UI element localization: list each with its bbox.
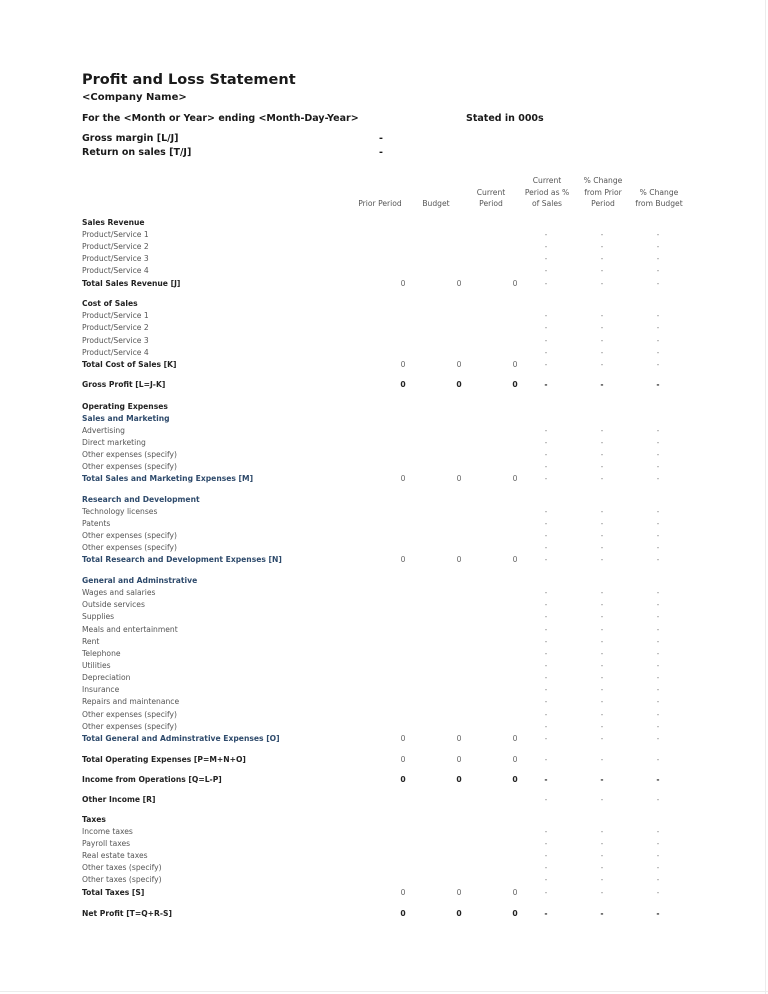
cell-pct-of-sales[interactable]: - — [544, 734, 548, 743]
cell-pct-of-sales[interactable]: - — [544, 311, 548, 320]
cell-pct-of-sales[interactable]: - — [544, 279, 548, 288]
cell-pct-change-prior[interactable]: - — [600, 254, 604, 263]
cell-prior-period[interactable]: 0 — [400, 775, 406, 784]
cell-pct-of-sales[interactable]: - — [544, 755, 548, 764]
cell-pct-change-budget[interactable]: - — [656, 426, 660, 435]
cell-current-period[interactable]: 0 — [512, 755, 518, 764]
row-label: Rent — [82, 637, 100, 646]
cell-current-period[interactable]: 0 — [512, 360, 518, 369]
row-label: Product/Service 1 — [82, 230, 149, 239]
cell-pct-change-prior[interactable]: - — [600, 323, 604, 332]
row-label: Other expenses (specify) — [82, 543, 178, 552]
table-row — [0, 438, 768, 450]
cell-budget[interactable]: 0 — [456, 360, 462, 369]
table-row — [0, 863, 768, 875]
cell-pct-of-sales[interactable]: - — [544, 507, 548, 516]
cell-pct-change-prior[interactable]: - — [600, 380, 604, 389]
cell-prior-period[interactable]: 0 — [400, 888, 406, 897]
cell-pct-of-sales[interactable]: - — [544, 795, 548, 804]
cell-pct-change-budget[interactable]: - — [656, 661, 660, 670]
cell-pct-of-sales[interactable]: - — [544, 348, 548, 357]
column-header-line: % Change — [639, 187, 679, 197]
table-row — [0, 710, 768, 722]
row-label: Product/Service 4 — [82, 266, 149, 275]
cell-pct-change-budget[interactable]: - — [656, 697, 660, 706]
table-row — [0, 697, 768, 709]
cell-pct-of-sales[interactable]: - — [544, 254, 548, 263]
cell-pct-change-prior[interactable]: - — [600, 507, 604, 516]
cell-pct-of-sales[interactable]: - — [544, 426, 548, 435]
cell-pct-change-budget[interactable]: - — [656, 242, 660, 251]
cell-pct-change-prior[interactable]: - — [600, 474, 604, 483]
cell-pct-change-budget[interactable]: - — [656, 348, 660, 357]
table-row — [0, 612, 768, 624]
cell-pct-change-budget[interactable]: - — [656, 827, 660, 836]
row-label: Payroll taxes — [82, 839, 131, 848]
row-label: Product/Service 4 — [82, 348, 149, 357]
cell-pct-change-prior[interactable]: - — [600, 242, 604, 251]
row-label: Other taxes (specify) — [82, 863, 162, 872]
table-row — [0, 839, 768, 851]
cell-pct-change-prior[interactable]: - — [600, 795, 604, 804]
table-row — [0, 519, 768, 531]
cell-pct-change-budget[interactable]: - — [656, 507, 660, 516]
cell-pct-change-budget[interactable]: - — [656, 336, 660, 345]
row-label: Other expenses (specify) — [82, 722, 178, 731]
page-title: Profit and Loss Statement — [82, 72, 296, 88]
cell-pct-change-budget[interactable]: - — [656, 888, 660, 897]
cell-pct-change-prior[interactable]: - — [600, 279, 604, 288]
table-row — [0, 507, 768, 519]
cell-pct-change-budget[interactable]: - — [656, 612, 660, 621]
cell-pct-change-budget[interactable]: - — [656, 438, 660, 447]
row-label: Cost of Sales — [82, 299, 138, 308]
row-label: Total Taxes [S] — [82, 888, 145, 897]
row-label: Total Operating Expenses [P=M+N+O] — [82, 755, 246, 764]
row-label: Total Research and Development Expenses [N] — [82, 555, 282, 564]
cell-pct-change-prior[interactable]: - — [600, 875, 604, 884]
table-row — [0, 734, 768, 746]
row-label: Meals and entertainment — [82, 625, 178, 634]
cell-pct-change-prior[interactable]: - — [600, 734, 604, 743]
cell-pct-change-prior[interactable]: - — [600, 588, 604, 597]
row-label: Supplies — [82, 612, 115, 621]
table-row — [0, 299, 768, 311]
cell-pct-of-sales[interactable]: - — [544, 625, 548, 634]
cell-pct-change-budget[interactable]: - — [656, 543, 660, 552]
cell-current-period[interactable]: 0 — [512, 474, 518, 483]
table-row — [0, 888, 768, 900]
cell-pct-of-sales[interactable]: - — [544, 839, 548, 848]
cell-pct-change-prior[interactable]: - — [600, 863, 604, 872]
cell-budget[interactable]: 0 — [456, 474, 462, 483]
table-row — [0, 426, 768, 438]
cell-budget[interactable]: 0 — [456, 734, 462, 743]
column-header-line: Period as % — [524, 187, 570, 197]
table-row — [0, 673, 768, 685]
table-row — [0, 336, 768, 348]
cell-pct-change-prior[interactable]: - — [600, 600, 604, 609]
cell-pct-change-budget[interactable]: - — [656, 734, 660, 743]
cell-pct-of-sales[interactable]: - — [544, 637, 548, 646]
cell-budget[interactable]: 0 — [456, 555, 462, 564]
table-row — [0, 380, 768, 392]
cell-pct-change-budget[interactable]: - — [656, 450, 660, 459]
cell-pct-change-prior[interactable]: - — [600, 360, 604, 369]
cell-prior-period[interactable]: 0 — [400, 909, 406, 918]
cell-pct-change-budget[interactable]: - — [656, 710, 660, 719]
cell-prior-period[interactable]: 0 — [400, 380, 406, 389]
row-label: Product/Service 3 — [82, 336, 149, 345]
cell-pct-change-budget[interactable]: - — [656, 323, 660, 332]
cell-pct-change-prior[interactable]: - — [600, 348, 604, 357]
cell-pct-of-sales[interactable]: - — [544, 242, 548, 251]
cell-current-period[interactable]: 0 — [512, 888, 518, 897]
cell-pct-change-prior[interactable]: - — [600, 710, 604, 719]
table-row — [0, 649, 768, 661]
cell-budget[interactable]: 0 — [456, 775, 462, 784]
cell-pct-of-sales[interactable]: - — [544, 685, 548, 694]
table-row — [0, 474, 768, 486]
row-label: General and Adminstrative — [82, 576, 198, 585]
table-row — [0, 450, 768, 462]
table-row — [0, 637, 768, 649]
cell-pct-change-budget[interactable]: - — [656, 519, 660, 528]
cell-pct-change-budget[interactable]: - — [656, 755, 660, 764]
cell-pct-of-sales[interactable]: - — [544, 722, 548, 731]
cell-prior-period[interactable]: 0 — [400, 555, 406, 564]
cell-pct-change-prior[interactable]: - — [600, 612, 604, 621]
cell-pct-of-sales[interactable]: - — [544, 888, 548, 897]
column-header-line: Current — [532, 176, 562, 186]
cell-pct-of-sales[interactable]: - — [544, 661, 548, 670]
cell-pct-of-sales[interactable]: - — [544, 360, 548, 369]
row-label: Product/Service 3 — [82, 254, 149, 263]
row-label: Repairs and maintenance — [82, 697, 180, 706]
cell-pct-of-sales[interactable]: - — [544, 519, 548, 528]
cell-budget[interactable]: 0 — [456, 755, 462, 764]
company-name: <Company Name> — [82, 92, 187, 103]
row-label: Other taxes (specify) — [82, 875, 162, 884]
row-label: Income taxes — [82, 827, 133, 836]
table-row — [0, 495, 768, 507]
row-label: Gross Profit [L=J-K] — [82, 380, 166, 389]
row-label: Other Income [R] — [82, 795, 156, 804]
table-row — [0, 775, 768, 787]
row-label: Advertising — [82, 426, 125, 435]
table-row — [0, 323, 768, 335]
cell-current-period[interactable]: 0 — [512, 909, 518, 918]
cell-pct-change-budget[interactable]: - — [656, 649, 660, 658]
cell-pct-change-budget[interactable]: - — [656, 380, 660, 389]
cell-pct-change-budget[interactable]: - — [656, 851, 660, 860]
table-row — [0, 311, 768, 323]
row-label: Total Cost of Sales [K] — [82, 360, 177, 369]
table-row — [0, 414, 768, 426]
row-label: Product/Service 1 — [82, 311, 149, 320]
row-label: Product/Service 2 — [82, 242, 149, 251]
row-label: Outside services — [82, 600, 145, 609]
row-label: Real estate taxes — [82, 851, 148, 860]
table-row — [0, 348, 768, 360]
column-header-line: Current — [476, 187, 506, 197]
column-header-line: Budget — [422, 199, 450, 208]
table-row — [0, 402, 768, 414]
cell-pct-of-sales[interactable]: - — [544, 851, 548, 860]
cell-pct-change-prior[interactable]: - — [600, 555, 604, 564]
table-row — [0, 266, 768, 278]
cell-prior-period[interactable]: 0 — [400, 755, 406, 764]
column-header-line: % Change — [583, 176, 623, 186]
cell-pct-of-sales[interactable]: - — [544, 266, 548, 275]
row-label: Sales and Marketing — [82, 414, 170, 423]
row-label: Other expenses (specify) — [82, 531, 178, 540]
cell-pct-of-sales[interactable]: - — [544, 230, 548, 239]
column-header-line: from Prior — [584, 187, 622, 197]
cell-pct-change-prior[interactable]: - — [600, 637, 604, 646]
row-label: Sales Revenue — [82, 218, 145, 227]
cell-current-period[interactable]: 0 — [512, 555, 518, 564]
page-edge-bottom — [0, 991, 768, 992]
cell-pct-change-prior[interactable]: - — [600, 531, 604, 540]
cell-pct-change-prior[interactable]: - — [600, 462, 604, 471]
cell-pct-change-prior[interactable]: - — [600, 311, 604, 320]
stated-units: Stated in 000s — [466, 113, 544, 124]
table-row — [0, 755, 768, 767]
cell-pct-of-sales[interactable]: - — [544, 875, 548, 884]
row-label: Patents — [82, 519, 111, 528]
column-header-pct-change-budget — [624, 187, 694, 210]
column-header-line: of Sales — [532, 198, 562, 208]
cell-pct-change-prior[interactable]: - — [600, 673, 604, 682]
cell-budget[interactable]: 0 — [456, 380, 462, 389]
cell-pct-change-budget[interactable]: - — [656, 230, 660, 239]
table-row — [0, 360, 768, 372]
cell-pct-change-budget[interactable]: - — [656, 588, 660, 597]
row-label: Wages and salaries — [82, 588, 156, 597]
cell-pct-of-sales[interactable]: - — [544, 450, 548, 459]
cell-pct-of-sales[interactable]: - — [544, 710, 548, 719]
cell-pct-change-budget[interactable]: - — [656, 462, 660, 471]
cell-pct-of-sales[interactable]: - — [544, 600, 548, 609]
cell-pct-change-budget[interactable]: - — [656, 722, 660, 731]
table-row — [0, 851, 768, 863]
gross-margin-value: - — [379, 133, 383, 144]
row-label: Other expenses (specify) — [82, 710, 178, 719]
cell-pct-change-prior[interactable]: - — [600, 426, 604, 435]
cell-pct-change-prior[interactable]: - — [600, 839, 604, 848]
cell-pct-of-sales[interactable]: - — [544, 588, 548, 597]
cell-pct-change-prior[interactable]: - — [600, 336, 604, 345]
column-header-line: Period — [591, 198, 615, 208]
row-label: Total General and Adminstrative Expenses [O] — [82, 734, 280, 743]
table-row — [0, 795, 768, 807]
row-label: Operating Expenses — [82, 402, 168, 411]
row-label: Product/Service 2 — [82, 323, 149, 332]
row-label: Other expenses (specify) — [82, 462, 178, 471]
cell-pct-change-prior[interactable]: - — [600, 661, 604, 670]
column-header-line: Prior Period — [358, 199, 402, 208]
cell-pct-change-prior[interactable]: - — [600, 775, 604, 784]
cell-pct-change-budget[interactable]: - — [656, 254, 660, 263]
cell-pct-change-prior[interactable]: - — [600, 230, 604, 239]
cell-pct-change-budget[interactable]: - — [656, 474, 660, 483]
cell-pct-change-prior[interactable]: - — [600, 697, 604, 706]
row-label: Other expenses (specify) — [82, 450, 178, 459]
table-row — [0, 685, 768, 697]
cell-pct-of-sales[interactable]: - — [544, 380, 548, 389]
table-row — [0, 625, 768, 637]
cell-pct-change-prior[interactable]: - — [600, 685, 604, 694]
row-label: Insurance — [82, 685, 120, 694]
cell-pct-change-budget[interactable]: - — [656, 531, 660, 540]
row-label: Telephone — [82, 649, 121, 658]
row-label: Total Sales Revenue [J] — [82, 279, 181, 288]
cell-pct-of-sales[interactable]: - — [544, 438, 548, 447]
row-label: Utilities — [82, 661, 111, 670]
row-label: Depreciation — [82, 673, 131, 682]
cell-pct-of-sales[interactable]: - — [544, 775, 548, 784]
cell-pct-change-prior[interactable]: - — [600, 909, 604, 918]
cell-pct-change-budget[interactable]: - — [656, 839, 660, 848]
cell-pct-of-sales[interactable]: - — [544, 336, 548, 345]
row-label: Research and Development — [82, 495, 200, 504]
cell-pct-change-budget[interactable]: - — [656, 360, 660, 369]
table-row — [0, 588, 768, 600]
table-row — [0, 279, 768, 291]
cell-current-period[interactable]: 0 — [512, 775, 518, 784]
cell-pct-change-budget[interactable]: - — [656, 863, 660, 872]
table-row — [0, 218, 768, 230]
cell-current-period[interactable]: 0 — [512, 380, 518, 389]
cell-pct-change-budget[interactable]: - — [656, 625, 660, 634]
cell-pct-change-budget[interactable]: - — [656, 311, 660, 320]
table-row — [0, 909, 768, 921]
cell-budget[interactable]: 0 — [456, 888, 462, 897]
cell-pct-change-budget[interactable]: - — [656, 909, 660, 918]
table-row — [0, 827, 768, 839]
cell-pct-of-sales[interactable]: - — [544, 543, 548, 552]
table-row — [0, 555, 768, 567]
row-label: Income from Operations [Q=L-P] — [82, 775, 222, 784]
cell-pct-change-budget[interactable]: - — [656, 279, 660, 288]
cell-budget[interactable]: 0 — [456, 279, 462, 288]
table-row — [0, 230, 768, 242]
cell-pct-change-prior[interactable]: - — [600, 625, 604, 634]
table-row — [0, 600, 768, 612]
cell-pct-change-budget[interactable]: - — [656, 795, 660, 804]
cell-pct-change-budget[interactable]: - — [656, 673, 660, 682]
cell-pct-of-sales[interactable]: - — [544, 612, 548, 621]
cell-pct-of-sales[interactable]: - — [544, 555, 548, 564]
row-label: Technology licenses — [82, 507, 158, 516]
reporting-period: For the <Month or Year> ending <Month-Day-Year> — [82, 113, 359, 124]
cell-pct-of-sales[interactable]: - — [544, 673, 548, 682]
row-label: Net Profit [T=Q+R-S] — [82, 909, 172, 918]
table-row — [0, 543, 768, 555]
gross-margin-label: Gross margin [L/J] — [82, 133, 179, 144]
table-row — [0, 462, 768, 474]
cell-pct-change-prior[interactable]: - — [600, 450, 604, 459]
column-header-line: Period — [479, 198, 503, 208]
cell-pct-of-sales[interactable]: - — [544, 462, 548, 471]
cell-prior-period[interactable]: 0 — [400, 734, 406, 743]
column-header-line: from Budget — [635, 198, 683, 208]
cell-pct-of-sales[interactable]: - — [544, 649, 548, 658]
table-row — [0, 722, 768, 734]
cell-pct-change-prior[interactable]: - — [600, 266, 604, 275]
cell-pct-change-prior[interactable]: - — [600, 519, 604, 528]
cell-pct-of-sales[interactable]: - — [544, 531, 548, 540]
cell-pct-of-sales[interactable]: - — [544, 474, 548, 483]
table-row — [0, 815, 768, 827]
row-label: Total Sales and Marketing Expenses [M] — [82, 474, 254, 483]
cell-pct-change-prior[interactable]: - — [600, 888, 604, 897]
cell-pct-of-sales[interactable]: - — [544, 909, 548, 918]
cell-pct-change-budget[interactable]: - — [656, 600, 660, 609]
cell-prior-period[interactable]: 0 — [400, 279, 406, 288]
cell-prior-period[interactable]: 0 — [400, 360, 406, 369]
table-row — [0, 242, 768, 254]
cell-current-period[interactable]: 0 — [512, 279, 518, 288]
table-row — [0, 661, 768, 673]
cell-pct-change-prior[interactable]: - — [600, 722, 604, 731]
return-on-sales-value: - — [379, 147, 383, 158]
cell-pct-change-budget[interactable]: - — [656, 637, 660, 646]
table-row — [0, 875, 768, 887]
row-label: Direct marketing — [82, 438, 146, 447]
cell-pct-change-budget[interactable]: - — [656, 266, 660, 275]
cell-pct-change-prior[interactable]: - — [600, 851, 604, 860]
cell-pct-change-prior[interactable]: - — [600, 755, 604, 764]
cell-budget[interactable]: 0 — [456, 909, 462, 918]
cell-current-period[interactable]: 0 — [512, 734, 518, 743]
cell-pct-change-prior[interactable]: - — [600, 438, 604, 447]
table-row — [0, 576, 768, 588]
cell-pct-change-prior[interactable]: - — [600, 543, 604, 552]
table-row — [0, 531, 768, 543]
cell-prior-period[interactable]: 0 — [400, 474, 406, 483]
cell-pct-of-sales[interactable]: - — [544, 863, 548, 872]
cell-pct-change-prior[interactable]: - — [600, 827, 604, 836]
cell-pct-of-sales[interactable]: - — [544, 323, 548, 332]
cell-pct-of-sales[interactable]: - — [544, 827, 548, 836]
cell-pct-change-prior[interactable]: - — [600, 649, 604, 658]
cell-pct-change-budget[interactable]: - — [656, 555, 660, 564]
table-row — [0, 254, 768, 266]
cell-pct-change-budget[interactable]: - — [656, 685, 660, 694]
cell-pct-of-sales[interactable]: - — [544, 697, 548, 706]
cell-pct-change-budget[interactable]: - — [656, 875, 660, 884]
cell-pct-change-budget[interactable]: - — [656, 775, 660, 784]
row-label: Taxes — [82, 815, 106, 824]
return-on-sales-label: Return on sales [T/J] — [82, 147, 192, 158]
